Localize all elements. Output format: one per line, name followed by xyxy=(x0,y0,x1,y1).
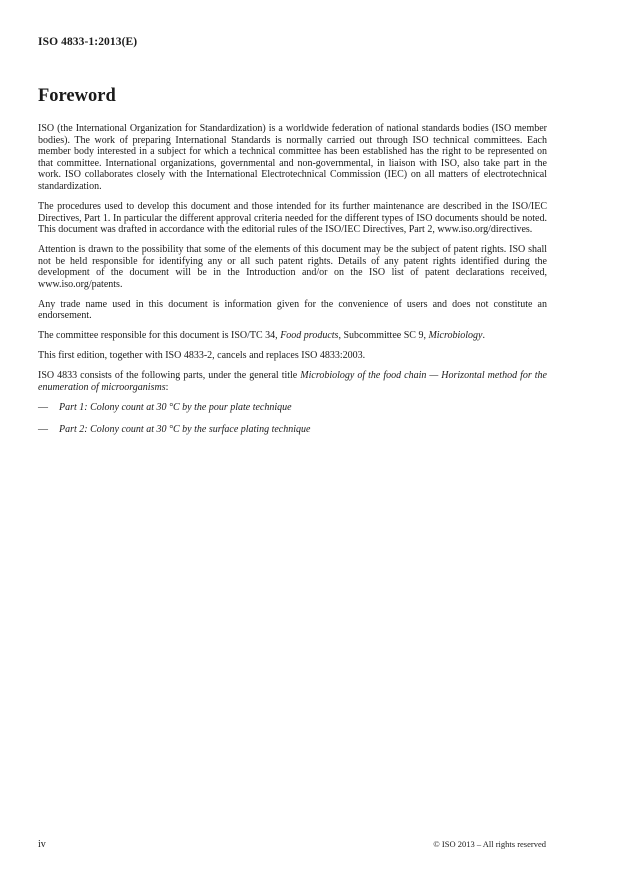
subcommittee-name: Microbiology xyxy=(428,330,483,342)
paragraph-patents: Attention is drawn to the possibility that some of the elements of this document may be the subject of patent rights. ISO shall not be held responsible for identifying any or all such patent rights. Details of any patent rights identified during the development of the document will be in the Introduction and/or on the ISO list of patent declarations received, www.iso.org/patents. xyxy=(38,244,547,290)
paragraph-iso-intro: ISO (the International Organization for Standardization) is a worldwide federation of national standards bodies (ISO member bodies). The work of preparing International Standards is normally carried out through ISO technical committees. Each member body interested in a subject for which a technical committee has been established has the right to be represented on that committee. International organizations, governmental and non-governmental, in liaison with ISO, also take part in the work. ISO collaborates closely with the International Electrotechnical Commission (IEC) on all matters of electrotechnical standardization. xyxy=(38,123,547,192)
list-item xyxy=(38,424,547,436)
page-title: Foreword xyxy=(38,86,116,106)
committee-name: Food products xyxy=(280,330,339,342)
committee-text-pre: The committee responsible for this document is ISO/TC 34, xyxy=(38,330,281,342)
parts-intro-post: : xyxy=(165,382,169,394)
list-item xyxy=(38,402,547,414)
copyright-notice: © ISO 2013 – All rights reserved xyxy=(433,839,546,849)
foreword-body xyxy=(38,123,547,445)
list-item-text: Part 1: Colony count at 30 °C by the pour plate technique xyxy=(59,402,292,414)
list-item-text: Part 2: Colony count at 30 °C by the surface plating technique xyxy=(59,423,311,435)
document-identifier: ISO 4833-1:2013(E) xyxy=(38,36,138,48)
paragraph-procedures: The procedures used to develop this document and those intended for its further maintenance are described in the ISO/IEC Directives, Part 1. In particular the different approval criteria needed for the different types of ISO documents should be noted. This document was drafted in accordance with the editorial rules of the ISO/IEC Directives, Part 2, www.iso.org/directives. xyxy=(38,200,547,236)
paragraph-parts-intro xyxy=(38,370,547,393)
paragraph-edition: This first edition, together with ISO 4833-2, cancels and replaces ISO 4833:2003. xyxy=(38,350,366,362)
paragraph-trade-name: Any trade name used in this document is information given for the convenience of users and does not constitute an endorsement. xyxy=(38,298,547,322)
committee-text-post: . xyxy=(482,330,485,342)
committee-text-mid: , Subcommittee SC 9, xyxy=(338,330,429,342)
list-dash: — xyxy=(38,402,48,414)
list-dash: — xyxy=(38,423,48,435)
parts-intro-pre: ISO 4833 consists of the following parts, under the general title xyxy=(38,370,301,382)
general-title: Microbiology of the food chain — Horizontal method for the enumeration of microorganisms xyxy=(38,370,547,394)
paragraph-committee xyxy=(38,330,547,342)
page-number: iv xyxy=(38,839,46,850)
